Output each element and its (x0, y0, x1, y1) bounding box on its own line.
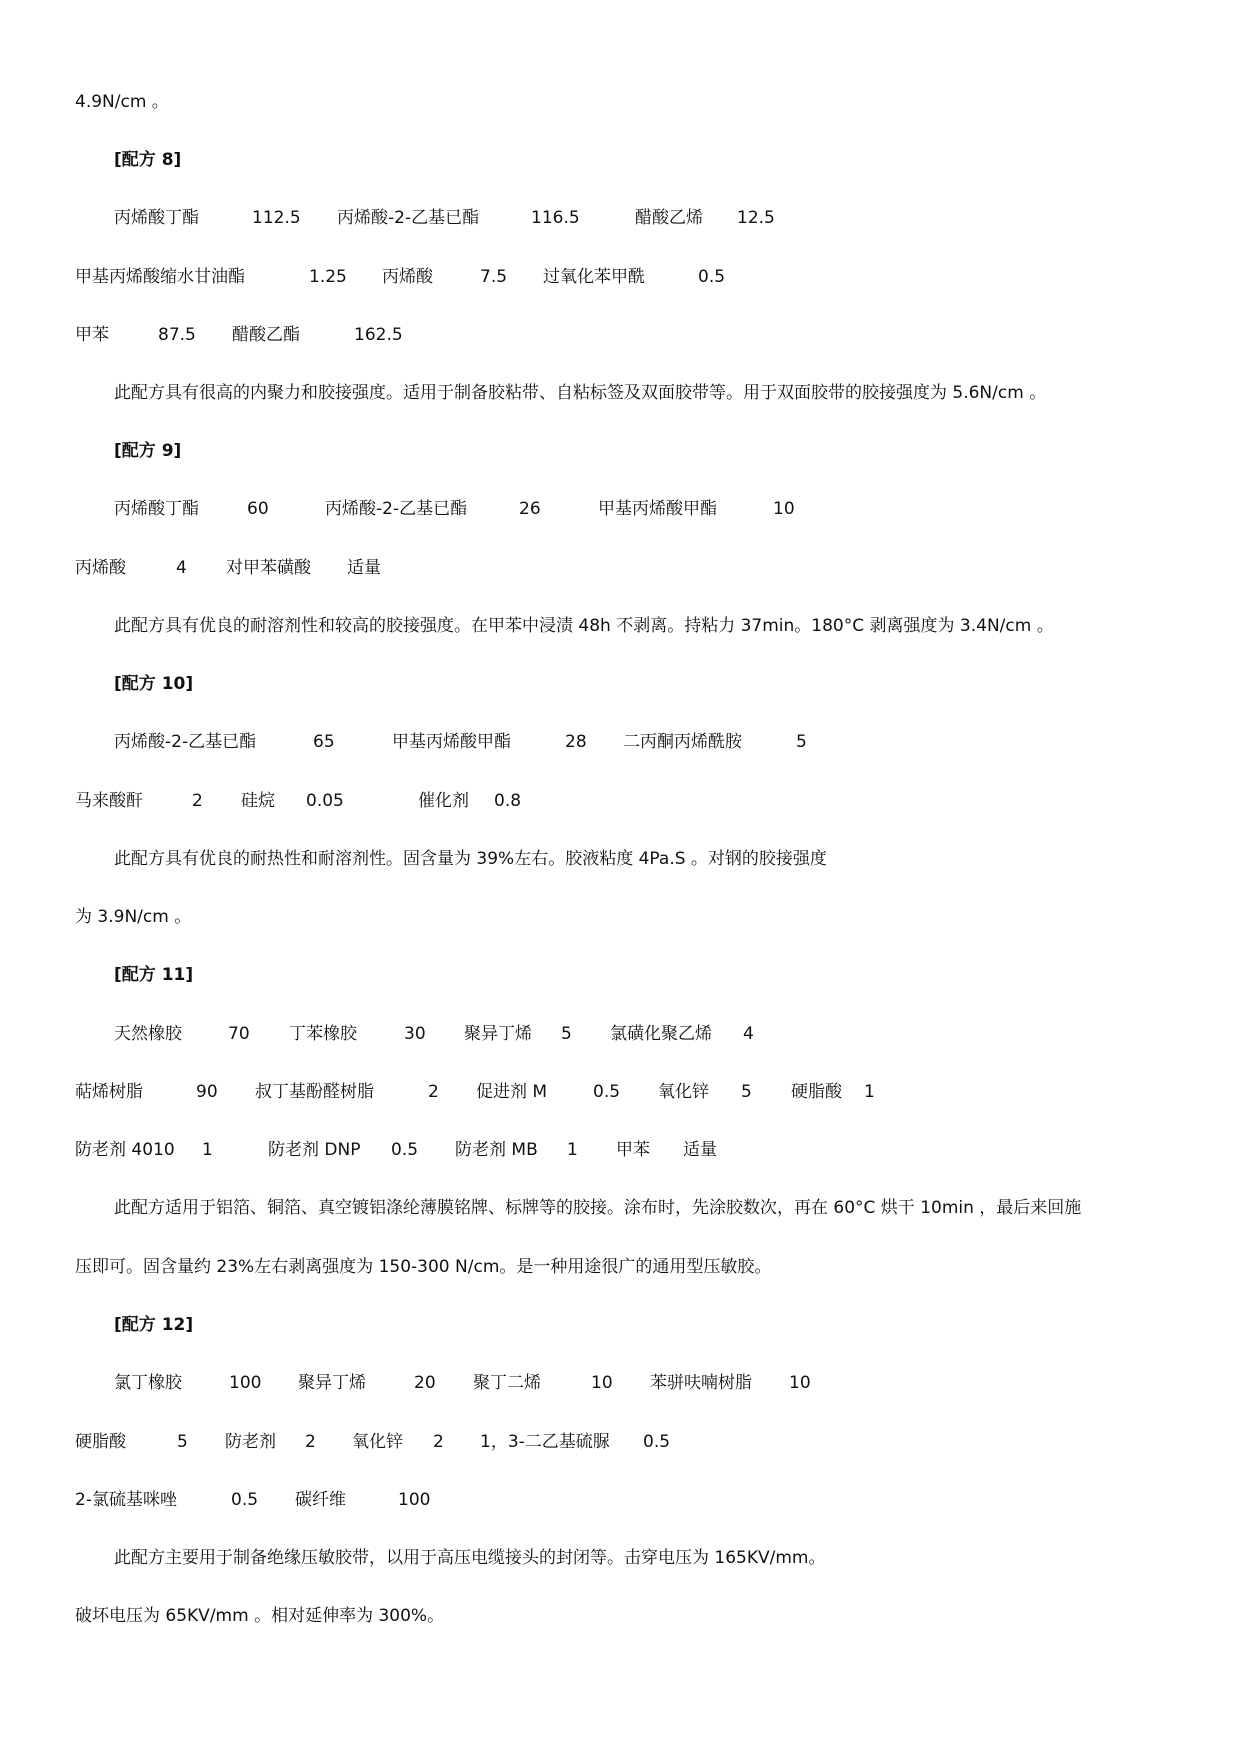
ingredient-amount: 65 (313, 732, 335, 752)
ingredient-amount: 90 (196, 1082, 218, 1102)
text-segment: 此配方适用于铝箔、铜箔、真空镀铝涤纶薄膜铭牌、标牌等的胶接。涂布时，先涂胶数次，再在 60°C 烘干 10min ，最后来回施 (114, 1198, 1082, 1218)
heading-text: [配方 9] (114, 441, 182, 461)
ingredient-name: 丙烯酸-2-乙基已酯 (325, 499, 468, 519)
ingredient-name: 甲苯 (75, 325, 109, 345)
ingredient-name: 2-氯硫基咪唑 (75, 1490, 177, 1510)
ingredient-row (0, 1135, 1241, 1165)
heading-text: [配方 8] (114, 150, 182, 170)
ingredient-amount: 5 (741, 1082, 752, 1102)
ingredient-amount: 7.5 (480, 267, 508, 287)
ingredient-amount: 60 (247, 499, 269, 519)
ingredient-name: 聚丁二烯 (473, 1373, 541, 1393)
heading-text: [配方 11] (114, 965, 194, 985)
ingredient-amount: 2 (428, 1082, 439, 1102)
ingredient-name: 丙烯酸 (382, 267, 433, 287)
ingredient-name: 硬脂酸 (75, 1432, 126, 1452)
ingredient-name: 叔丁基酚醛树脂 (255, 1082, 374, 1102)
ingredient-name: 马来酸酐 (75, 791, 143, 811)
ingredient-row (0, 320, 1241, 350)
ingredient-name: 丙烯酸-2-乙基已酯 (337, 208, 480, 228)
text-segment: 此配方具有很高的内聚力和胶接强度。适用于制备胶粘带、自粘标签及双面胶带等。用于双面胶带的胶接强度为 5.6N/cm 。 (114, 383, 1047, 403)
ingredient-row (0, 1019, 1241, 1049)
ingredient-name: 过氧化苯甲酰 (543, 267, 645, 287)
ingredient-row (0, 1368, 1241, 1398)
ingredient-amount: 5 (796, 732, 807, 752)
ingredient-row (0, 553, 1241, 583)
ingredient-amount: 2 (305, 1432, 316, 1452)
ingredient-amount: 1 (567, 1140, 578, 1160)
ingredient-row (0, 1485, 1241, 1515)
ingredient-amount: 1.25 (309, 267, 347, 287)
ingredient-name: 丁苯橡胶 (289, 1024, 357, 1044)
ingredient-amount: 5 (177, 1432, 188, 1452)
ingredient-amount: 0.5 (698, 267, 726, 287)
ingredient-name: 防老剂 MB (455, 1140, 538, 1160)
ingredient-name: 氧化锌 (658, 1082, 709, 1102)
ingredient-name: 醋酸乙烯 (635, 208, 703, 228)
ingredient-name: 防老剂 (225, 1432, 276, 1452)
ingredient-name: 萜烯树脂 (75, 1082, 143, 1102)
paragraph-line (0, 1252, 1241, 1282)
paragraph-line (0, 1543, 1241, 1573)
ingredient-row (0, 262, 1241, 292)
ingredient-name: 防老剂 DNP (268, 1140, 361, 1160)
ingredient-name: 丙烯酸丁酯 (114, 499, 199, 519)
ingredient-amount: 0.5 (643, 1432, 671, 1452)
ingredient-name: 聚异丁烯 (298, 1373, 366, 1393)
ingredient-amount: 0.5 (231, 1490, 259, 1510)
ingredient-amount: 5 (561, 1024, 572, 1044)
ingredient-amount: 30 (404, 1024, 426, 1044)
ingredient-amount: 0.8 (494, 791, 522, 811)
ingredient-name: 甲基丙烯酸缩水甘油酯 (75, 267, 245, 287)
section-heading (0, 436, 1241, 466)
ingredient-amount: 112.5 (252, 208, 301, 228)
ingredient-amount: 87.5 (158, 325, 196, 345)
ingredient-amount: 4 (743, 1024, 754, 1044)
text-segment: 4.9N/cm 。 (75, 92, 169, 112)
ingredient-amount: 适量 (683, 1140, 717, 1160)
ingredient-amount: 4 (176, 558, 187, 578)
heading-text: [配方 12] (114, 1315, 194, 1335)
paragraph-line (0, 378, 1241, 408)
ingredient-row (0, 494, 1241, 524)
ingredient-row (0, 727, 1241, 757)
section-heading (0, 1310, 1241, 1340)
ingredient-amount: 1 (864, 1082, 875, 1102)
text-segment: 破坏电压为 65KV/mm 。相对延伸率为 300%。 (75, 1606, 445, 1626)
ingredient-name: 甲基丙烯酸甲酯 (392, 732, 511, 752)
ingredient-name: 硬脂酸 (791, 1082, 842, 1102)
paragraph-line (0, 902, 1241, 932)
ingredient-amount: 26 (519, 499, 541, 519)
ingredient-name: 丙烯酸 (75, 558, 126, 578)
ingredient-name: 氯丁橡胶 (114, 1373, 182, 1393)
ingredient-name: 天然橡胶 (114, 1024, 182, 1044)
paragraph-line (0, 611, 1241, 641)
ingredient-amount: 70 (228, 1024, 250, 1044)
ingredient-amount: 20 (414, 1373, 436, 1393)
ingredient-name: 甲基丙烯酸甲酯 (598, 499, 717, 519)
ingredient-amount: 2 (433, 1432, 444, 1452)
text-segment: 压即可。固含量约 23%左右剥离强度为 150-300 N/cm。是一种用途很广的通用型压敏胶。 (75, 1257, 772, 1277)
ingredient-name: 丙烯酸-2-乙基已酯 (114, 732, 257, 752)
ingredient-name: 苯骈呋喃树脂 (650, 1373, 752, 1393)
ingredient-amount: 28 (565, 732, 587, 752)
ingredient-name: 聚异丁烯 (464, 1024, 532, 1044)
ingredient-amount: 1 (202, 1140, 213, 1160)
ingredient-name: 碳纤维 (295, 1490, 346, 1510)
paragraph-line (0, 844, 1241, 874)
section-heading (0, 960, 1241, 990)
ingredient-name: 防老剂 4010 (75, 1140, 175, 1160)
ingredient-amount: 12.5 (737, 208, 775, 228)
ingredient-row (0, 203, 1241, 233)
ingredient-name: 醋酸乙酯 (232, 325, 300, 345)
section-heading (0, 145, 1241, 175)
ingredient-row (0, 1077, 1241, 1107)
ingredient-amount: 0.5 (593, 1082, 621, 1102)
ingredient-name: 促进剂 M (476, 1082, 548, 1102)
paragraph-line (0, 1193, 1241, 1223)
ingredient-amount: 0.05 (306, 791, 344, 811)
ingredient-name: 1，3-二乙基硫脲 (480, 1432, 610, 1452)
ingredient-amount: 适量 (347, 558, 381, 578)
ingredient-name: 催化剂 (418, 791, 469, 811)
ingredient-name: 氧化锌 (352, 1432, 403, 1452)
heading-text: [配方 10] (114, 674, 194, 694)
section-heading (0, 669, 1241, 699)
ingredient-amount: 10 (773, 499, 795, 519)
ingredient-row (0, 1427, 1241, 1457)
text-segment: 为 3.9N/cm 。 (75, 907, 192, 927)
text-segment: 此配方具有优良的耐溶剂性和较高的胶接强度。在甲苯中浸渍 48h 不剥离。持粘力 37min。180°C 剥离强度为 3.4N/cm 。 (114, 616, 1054, 636)
ingredient-name: 丙烯酸丁酯 (114, 208, 199, 228)
text-segment: 此配方主要用于制备绝缘压敏胶带，以用于高压电缆接头的封闭等。击穿电压为 165KV/mm。 (114, 1548, 826, 1568)
text-line (0, 87, 1241, 117)
ingredient-amount: 116.5 (531, 208, 580, 228)
ingredient-amount: 2 (192, 791, 203, 811)
ingredient-amount: 162.5 (354, 325, 403, 345)
ingredient-amount: 100 (229, 1373, 262, 1393)
paragraph-line (0, 1601, 1241, 1631)
ingredient-name: 氯磺化聚乙烯 (610, 1024, 712, 1044)
ingredient-name: 硅烷 (241, 791, 275, 811)
ingredient-amount: 10 (591, 1373, 613, 1393)
ingredient-name: 二丙酮丙烯酰胺 (623, 732, 742, 752)
ingredient-name: 对甲苯磺酸 (226, 558, 311, 578)
ingredient-amount: 0.5 (391, 1140, 419, 1160)
ingredient-name: 甲苯 (616, 1140, 650, 1160)
ingredient-row (0, 786, 1241, 816)
text-segment: 此配方具有优良的耐热性和耐溶剂性。固含量为 39%左右。胶液粘度 4Pa.S 。对钢的胶接强度 (114, 849, 827, 869)
ingredient-amount: 10 (789, 1373, 811, 1393)
ingredient-amount: 100 (398, 1490, 431, 1510)
